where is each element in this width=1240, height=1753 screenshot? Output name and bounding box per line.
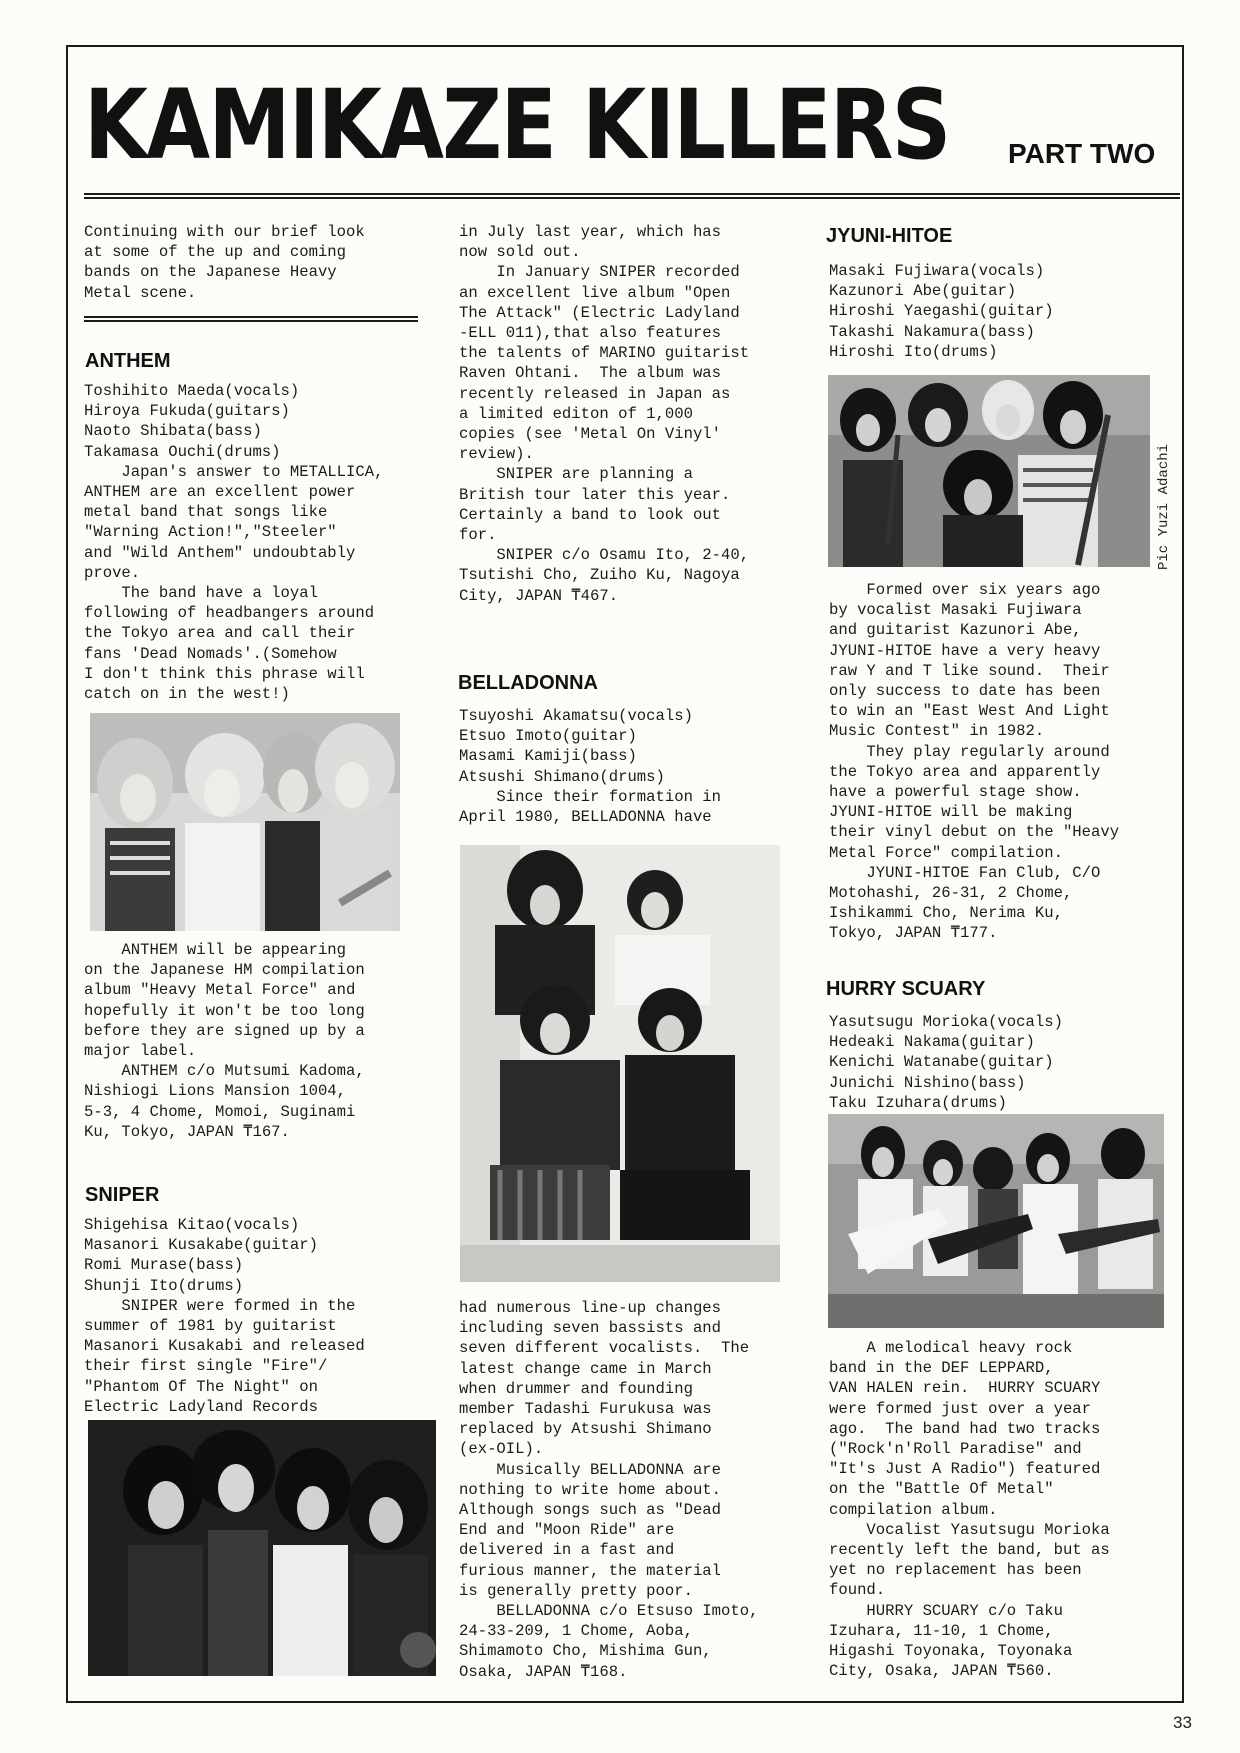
sniper-photo <box>88 1420 436 1676</box>
hurry-scuary-text-1: Yasutsugu Morioka(vocals) Hedeaki Nakama(guitar) Kenichi Watanabe(guitar) Junichi Nishino(bass) Taku Izuhara(drums) <box>829 1013 1063 1112</box>
hurry-scuary-photo <box>828 1114 1164 1328</box>
title-divider <box>84 193 1180 199</box>
anthem-photo <box>90 713 400 931</box>
page-number: 33 <box>1173 1713 1192 1732</box>
intro-text: Continuing with our brief look at some of the up and coming bands on the Japanese Heavy Metal scene. <box>84 223 365 302</box>
photo-credit: Pic Yuzi Adachi <box>1156 443 1172 570</box>
anthem-heading: ANTHEM <box>85 350 171 372</box>
intro-divider <box>84 316 418 322</box>
hurry-scuary-heading: HURRY SCUARY <box>826 978 986 1000</box>
belladonna-heading: BELLADONNA <box>458 672 598 694</box>
sniper-text-1: Shigehisa Kitao(vocals) Masanori Kusakabe(guitar) Romi Murase(bass) Shunji Ito(drums) SNIPER were formed in the summer of 1981 by guitarist Masanori Kusakabi and released their first single "Fire"/ "Phantom Of The Night" on Electric Ladyland Records <box>84 1216 365 1416</box>
hurry-scuary-text-2: A melodical heavy rock band in the DEF LEPPARD, VAN HALEN rein. HURRY SCUARY were formed just over a year ago. The band had two tracks ("Rock'n'Roll Paradise" and "It's Just A Radio") featured on the "Battle Of Metal" compilation album. Vocalist Yasutsugu Morioka recently left the band, but as yet no replacement has been found. HURRY SCUARY c/o Taku Izuhara, 11-10, 1 Chome, Higashi Toyonaka, Toyonaka City, Osaka, JAPAN ₸560. <box>829 1339 1110 1681</box>
jyuni-hitoe-photo <box>828 375 1150 567</box>
sniper-heading: SNIPER <box>85 1184 160 1206</box>
anthem-text-1: Toshihito Maeda(vocals) Hiroya Fukuda(guitars) Naoto Shibata(bass) Takamasa Ouchi(drums) Japan's answer to METALLICA, ANTHEM are an excellent power metal band that songs like "Warning Action!","Steeler" and "Wild Anthem" undoubtably prove. The band have a loyal following of headbangers around the Tokyo area and call their fans 'Dead Nomads'.(Somehow I don't think this phrase will catch on in the west!) <box>84 382 384 704</box>
jyuni-hitoe-text-2: Formed over six years ago by vocalist Masaki Fujiwara and guitarist Kazunori Abe, JYUNI-HITOE have a very heavy raw Y and T like sound. Their only success to date has been to win an "East West And Light Music Contest" in 1982. They play regularly around the Tokyo area and apparently have a powerful stage show. JYUNI-HITOE will be making their vinyl debut on the "Heavy Metal Force" compilation. JYUNI-HITOE Fan Club, C/O Motohashi, 26-31, 2 Chome, Ishikammi Cho, Nerima Ku, Tokyo, JAPAN ₸177. <box>829 581 1120 943</box>
anthem-text-2: ANTHEM will be appearing on the Japanese HM compilation album "Heavy Metal Force" and hopefully it won't be too long before they are signed up by a major label. ANTHEM c/o Mutsumi Kadoma, Nishiogi Lions Mansion 1004, 5-3, 4 Chome, Momoi, Suginami Ku, Tokyo, JAPAN ₸167. <box>84 941 365 1141</box>
jyuni-hitoe-text-1: Masaki Fujiwara(vocals) Kazunori Abe(guitar) Hiroshi Yaegashi(guitar) Takashi Nakamura(bass) Hiroshi Ito(drums) <box>829 262 1054 361</box>
page-title: KAMIKAZE KILLERS <box>84 69 950 181</box>
belladonna-photo <box>460 845 780 1282</box>
belladonna-text-1: Tsuyoshi Akamatsu(vocals) Etsuo Imoto(guitar) Masami Kamiji(bass) Atsushi Shimano(drums) Since their formation in April 1980, BELLADONNA have <box>459 707 722 827</box>
sniper-text-2: in July last year, which has now sold out. In January SNIPER recorded an excellent live album "Open The Attack" (Electric Ladyland -ELL 011),that also features the talents of MARINO guitarist Raven Ohtani. The album was recently released in Japan as a limited editon of 1,000 copies (see 'Metal On Vinyl' review). SNIPER are planning a British tour later this year. Certainly a band to look out for. SNIPER c/o Osamu Ito, 2-40, Tsutishi Cho, Zuiho Ku, Nagoya City, JAPAN ₸467. <box>459 223 750 605</box>
page-subtitle: PART TWO <box>1008 138 1156 169</box>
jyuni-hitoe-heading: JYUNI-HITOE <box>826 225 953 247</box>
belladonna-text-2: had numerous line-up changes including seven bassists and seven different vocalists. The latest change came in March when drummer and founding member Tadashi Furukusa was replaced by Atsushi Shimano (ex-OIL). Musically BELLADONNA are nothing to write home about. Although songs such as "Dead End and "Moon Ride" are delivered in a fast and furious manner, the material is generally pretty poor. BELLADONNA c/o Etsuso Imoto, 24-33-209, 1 Chome, Aoba, Shimamoto Cho, Mishima Gun, Osaka, JAPAN ₸168. <box>459 1299 759 1681</box>
